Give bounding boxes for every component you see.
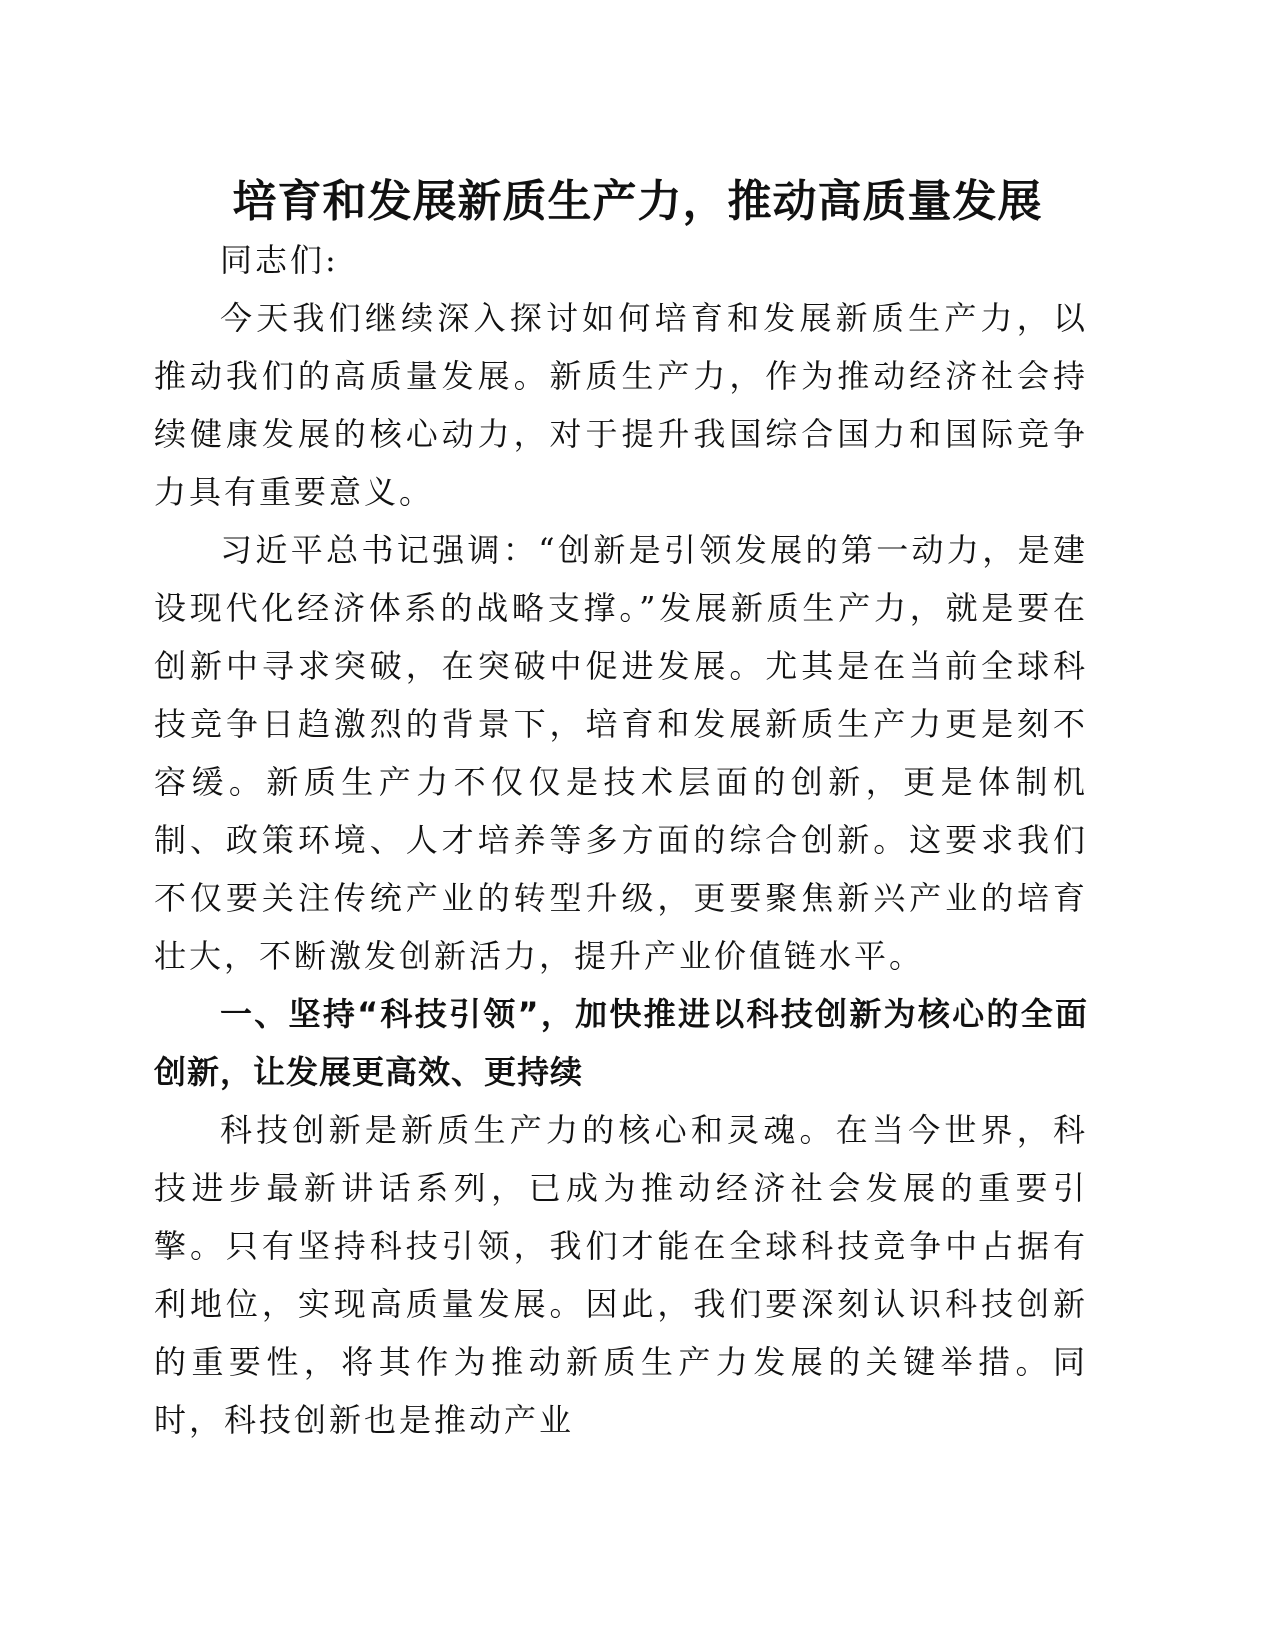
document-title: 培育和发展新质生产力，推动高质量发展 [232,176,1043,227]
salutation: 同志们: [220,241,339,279]
section-heading: 一、坚持“科技引领”，加快推进以科技创新为核心的全面创新，让发展更高效、更持续 [154,995,1088,1091]
section-paragraph: 科技创新是新质生产力的核心和灵魂。在当今世界，科技进步最新讲话系列，已成为推动经济社会发展的重要引擎。只有坚持科技引领，我们才能在全球科技竞争中占据有利地位，实现高质量发展。因此，我们要深刻认识科技创新的重要性，将其作为推动新质生产力发展的关键举措。同时，科技创新也是推动产业 [154,1111,1088,1439]
document-body [154,231,1088,1449]
paragraph-quote: 习近平总书记强调：“创新是引领发展的第一动力，是建设现代化经济体系的战略支撑。”发展新质生产力，就是要在创新中寻求突破，在突破中促进发展。尤其是在当前全球科技竞争日趋激烈的背景下，培育和发展新质生产力更是刻不容缓。新质生产力不仅仅是技术层面的创新，更是体制机制、政策环境、人才培养等多方面的综合创新。这要求我们不仅要关注传统产业的转型升级，更要聚焦新兴产业的培育壮大，不断激发创新活力，提升产业价值链水平。 [154,531,1088,975]
paragraph-intro: 今天我们继续深入探讨如何培育和发展新质生产力，以推动我们的高质量发展。新质生产力，作为推动经济社会持续健康发展的核心动力，对于提升我国综合国力和国际竞争力具有重要意义。 [154,299,1088,511]
